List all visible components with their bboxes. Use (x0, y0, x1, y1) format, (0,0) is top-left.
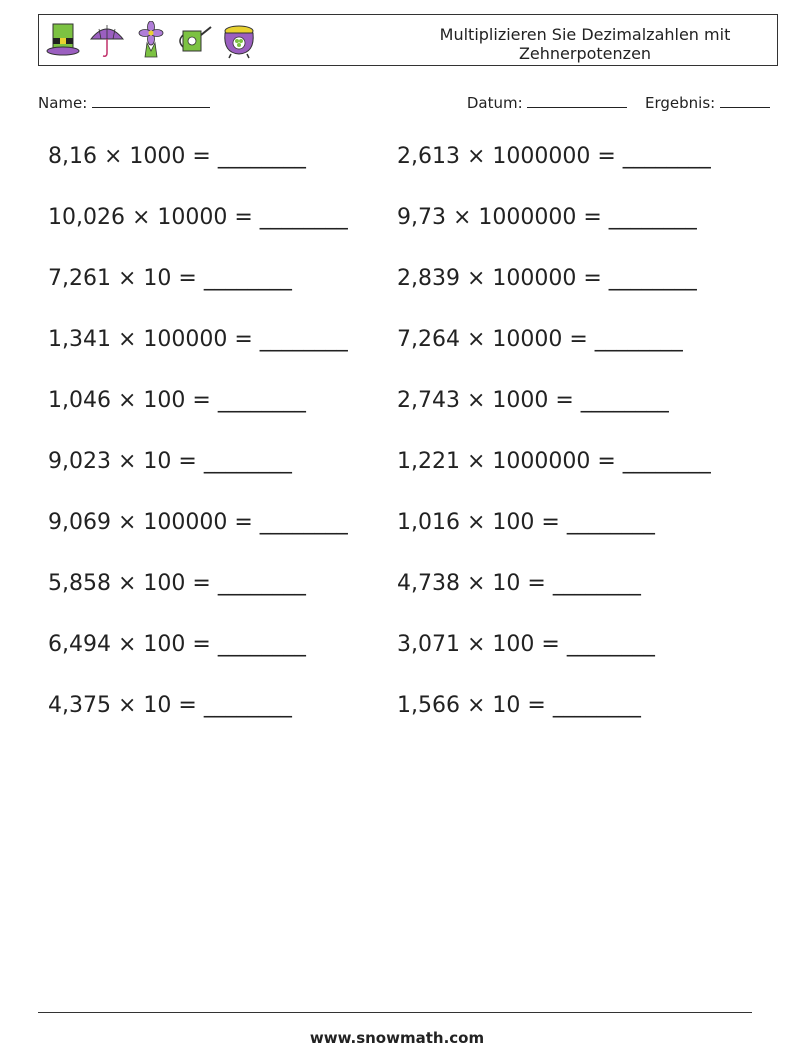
problem: 6,494 × 100 = ________ (48, 632, 306, 657)
problem: 5,858 × 100 = ________ (48, 571, 306, 596)
result-blank (720, 93, 770, 108)
problem: 1,046 × 100 = ________ (48, 388, 306, 413)
problem: 4,375 × 10 = ________ (48, 693, 292, 718)
name-label: Name: (38, 94, 88, 112)
name-blank (92, 93, 210, 108)
pot-of-gold-icon (221, 21, 257, 59)
problem-row (48, 388, 748, 428)
problem-row (48, 693, 748, 733)
problem: 1,566 × 10 = ________ (397, 693, 641, 718)
problem: 7,264 × 10000 = ________ (397, 327, 683, 352)
problem: 2,839 × 100000 = ________ (397, 266, 697, 291)
problem: 1,341 × 100000 = ________ (48, 327, 348, 352)
worksheet-title: Multiplizieren Sie Dezimalzahlen mit Zehnerpotenzen (439, 25, 731, 63)
footer-url: www.snowmath.com (309, 1029, 485, 1047)
problem: 7,261 × 10 = ________ (48, 266, 292, 291)
flower-icon (133, 21, 169, 59)
problem-row (48, 449, 748, 489)
watering-can-icon (177, 21, 213, 59)
header-icons (45, 21, 257, 59)
problem-row (48, 205, 748, 245)
problem-row (48, 632, 748, 672)
problem: 9,069 × 100000 = ________ (48, 510, 348, 535)
date-result-fields (467, 93, 770, 112)
problem: 10,026 × 10000 = ________ (48, 205, 348, 230)
footer-divider (38, 1012, 752, 1013)
worksheet-header (38, 14, 778, 66)
problem: 1,016 × 100 = ________ (397, 510, 655, 535)
problem: 9,73 × 1000000 = ________ (397, 205, 697, 230)
name-field (38, 93, 210, 112)
problem-row (48, 144, 748, 184)
problem-row (48, 327, 748, 367)
problem: 1,221 × 1000000 = ________ (397, 449, 711, 474)
problem: 2,613 × 1000000 = ________ (397, 144, 711, 169)
problem: 9,023 × 10 = ________ (48, 449, 292, 474)
result-label: Ergebnis: (645, 94, 716, 112)
problem: 8,16 × 1000 = ________ (48, 144, 306, 169)
umbrella-icon (89, 21, 125, 59)
problem-row (48, 266, 748, 306)
date-label: Datum: (466, 94, 523, 112)
hat-icon (45, 21, 81, 59)
problem-row (48, 510, 748, 550)
problem-row (48, 571, 748, 611)
problem: 3,071 × 100 = ________ (397, 632, 655, 657)
problem: 2,743 × 1000 = ________ (397, 388, 669, 413)
problem: 4,738 × 10 = ________ (397, 571, 641, 596)
date-blank (527, 93, 627, 108)
